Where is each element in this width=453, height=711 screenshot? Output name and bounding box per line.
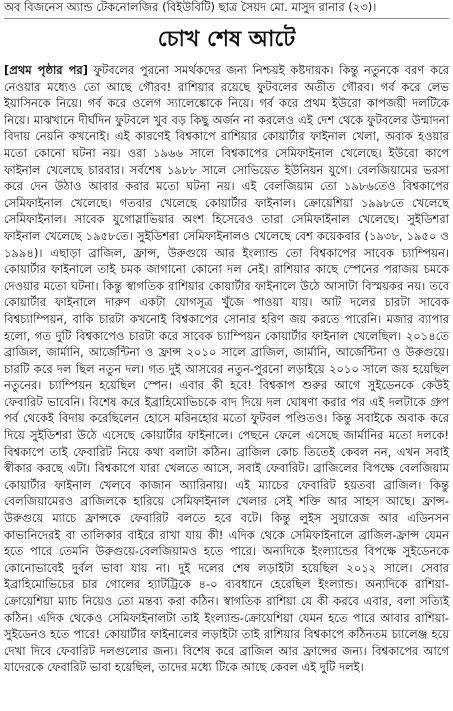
article-body [4, 62, 449, 676]
byline-text: অব বিজনেস অ্যান্ড টেকনোলজির (বিইউবিটি) ছাত্র সৈয়দ মো. মাসুদ রানার (২৩)। [4, 0, 449, 19]
article-headline: চোখ শেষ আটে [157, 26, 296, 52]
continuation-lead: [প্রথম পৃষ্ঠার পর] [4, 63, 88, 77]
article-text: ফুটবলের পুরনো সমর্থকদের জন্য নিশ্চয়ই কষ্টদায়ক। কিন্তু নতুনকে বরণ করে নেওয়ার মধ্যেও তো আছে গৌরব! রাশিয়ার রয়েছে ফুটবলের অতীত গৌরব। গর্ব করে লেভ ইয়াসিনকে নিয়ে। গর্ব করে ওলেগ স্যালেঙ্কোকে নিয়ে। গর্ব করে প্রথম ইউরো কাপজয়ী দলটিকে নিয়ে। মাঝখানে দীর্ঘদিন ফুটবলে খুব বড় কিছু অর্জন না করলেও এই দেশ থেকে ফুটবলের উন্মাদনা বিদায় নেয়নি কখনোই। এই কারণেই বিশ্বকাপে রাশিয়ার কোয়ার্টার ফাইনাল খেলা, অবাক হওয়ার মতো কোনো ঘটনা নয়। ওরা ১৯৬৬ সালে বিশ্বকাপের সেমিফাইনাল খেলেছে। ইউরো কাপে ফাইনাল খেলেছে চারবার। সর্বশেষ ১৯৮৮ সালে সোভিয়েত ইউনিয়ন যুগে। বেলজিয়ামের ভরসা করে দেন উঠাও আবার করার মতো ঘটনা নয়। এই বেলজিয়াম তো ১৯৮৬তেও বিশ্বকাপের সেমিফাইনাল খেলেছে। গতবার খেলেছে কোয়ার্টার ফাইনাল। ক্রোয়েশিয়া ১৯৯৮তে খেলেছে সেমিফাইনাল। সাবেক যুগোস্লাভিয়ার অংশ হিসেবেও তারা সেমিফাইনাল খেলেছে। সুইডিশরা ফাইনাল খেলেছে ১৯৫৮তে। সুইডিশরা সেমিফাইনালও খেলেছে বেশ কয়েকবার (১৯৩৮, ১৯৫০ ও ১৯৯৪)। এছাড়া ব্রাজিল, ফ্রান্স, উরুগুয়ে আর ইংল্যান্ড তো বিশ্বকাপের সাবেক চ্যাম্পিয়ন। কোয়ার্টার ফাইনালে তাই চমক জাগানো কোনো দল নেই। রাশিয়ার কাছে স্পেনের পরাজয় চমকে দেওয়ার মতো ঘটনা। কিন্তু স্বাগতিক রাশিয়ার কোয়ার্টার ফাইনালে উঠে আসাটা বিস্ময়কর নয়। তবে কোয়ার্টার ফাইনালে দারুণ একটা যোগসূত্র খুঁজে পাওয়া যায়। আট দলের চারটা সাবেক বিশ্বচ্যাম্পিয়ন, বাকি চারটা কখনোই বিশ্বকাপের সোনার হরিণ জয় করতে পারেনি। মজার ব্যাপার হলো, গত দুটি বিশ্বকাপেও চারটা করে সাবেক চ্যাম্পিয়ন কোয়ার্টার ফাইনাল খেলেছিল। ২০১৪তে ব্রাজিল, জার্মানি, আর্জেন্টিনা ও ফ্রান্স ২০১০ সালে ব্রাজিল, জার্মানি, আর্জেন্টিনা ও উরুগুয়ে। চারটি করে দল ছিল নতুন দল। গত দুই আসরের নতুন-পুরনো লড়াইয়ে ২০১০ সালে জয় হয়েছিল নতুনের। চ্যাম্পিয়ন হয়েছিল স্পেন। এবার কী হবে! বিশ্বকাপ শুরুর আগে সুইডেনকে কেউই ফেবারিট ভাবেনি। বিশেষ করে ইব্রাহিমোভিচকে বাদ দিয়ে দল ঘোষণা করার পর এই দলটাকে গ্রুপ পর্ব থেকেই বিদায় করেছিলেন হোসে মরিনহোর মতো ফুটবল পণ্ডিতও। কিন্তু সবাইকে অবাক করে দিয়ে সুইডিশরা উঠে এসেছে কোয়ার্টার ফাইনালে। পেছনে ফেলে এসেছে জার্মানির মতো দলকে! বিশ্বকাপে তাই ফেবারিট নিয়ে কথা বলাটা কঠিন। ব্রাজিল কোচ তিতেই কেবল নন, এখন সবাই স্বীকার করছে এটা। বিশ্বকাপে যারা খেলতে আসে, সবাই ফেবারিট। ব্রাজিলের বিপক্ষে বেলজিয়াম কোয়ার্টার ফাইনাল খেলবে কাজান অ্যারিনায়। এই ম্যাচের ফেবারিট হয়তবা ব্রাজিল। কিন্তু বেলজিয়ামেরও ব্রাজিলকে হারিয়ে সেমিফাইনাল খেলার সেই শক্তি আর সাহস আছে। ফ্রান্স-উরুগুয়ে ম্যাচে ফ্রান্সকে ফেবারিট বলতে হবে বটে। কিন্তু লুইস সুয়ারেজ আর এডিনসন কাভানিদেরই বা তালিকার বাইরে রাখা যায় কী! এদিক থেকে সেমিফাইনালে ব্রাজিল-ফ্রান্স যেমন হতে পারে তেমনি উরুগুয়ে-বেলজিয়ামও হতে পারে। অন্যদিকে ইংল্যান্ডের বিপক্ষে সুইডেনকে কোনোভাবেই দুর্বল ভাবা যায় না। দুই দলের শেষ লড়াইটা হয়েছিল ২০১২ সালে। সেবার ইব্রাহিমোভিচের চার গোলের হ্যাটট্রিকে ৪-০ ব্যবধানে হেরেছিল ইংল্যান্ড। অন্যদিকে রাশিয়া-ক্রোয়েশিয়া ম্যাচ নিয়েও তো মন্তব্য করা কঠিন। স্বাগতিক রাশিয়া যে কী করবে এবার, বলা সত্যিই কঠিন। এদিক থেকেও সেমিফাইনালটা তাই ইংল্যান্ড-ক্রোয়েশিয়া যেমন হতে পারে আবার রাশিয়া-সুইডেনও হতে পারে! কোয়ার্টার ফাইনালের লড়াইটা তাই রাশিয়ার বিশ্বকাপে কঠিনতম চ্যালেঞ্জ হয়ে দেখা দিবে ফেবারিট দলগুলোর জন্য। বিশেষ করে ব্রাজিল আর ফ্রান্সের জন্য। বিশ্বকাপের আগে যাদেরকে ফেবারিট ভাবা হয়েছিল, তাদের মধ্যে টিকে আছে কেবল এই দুটি দলই। [4, 63, 449, 675]
